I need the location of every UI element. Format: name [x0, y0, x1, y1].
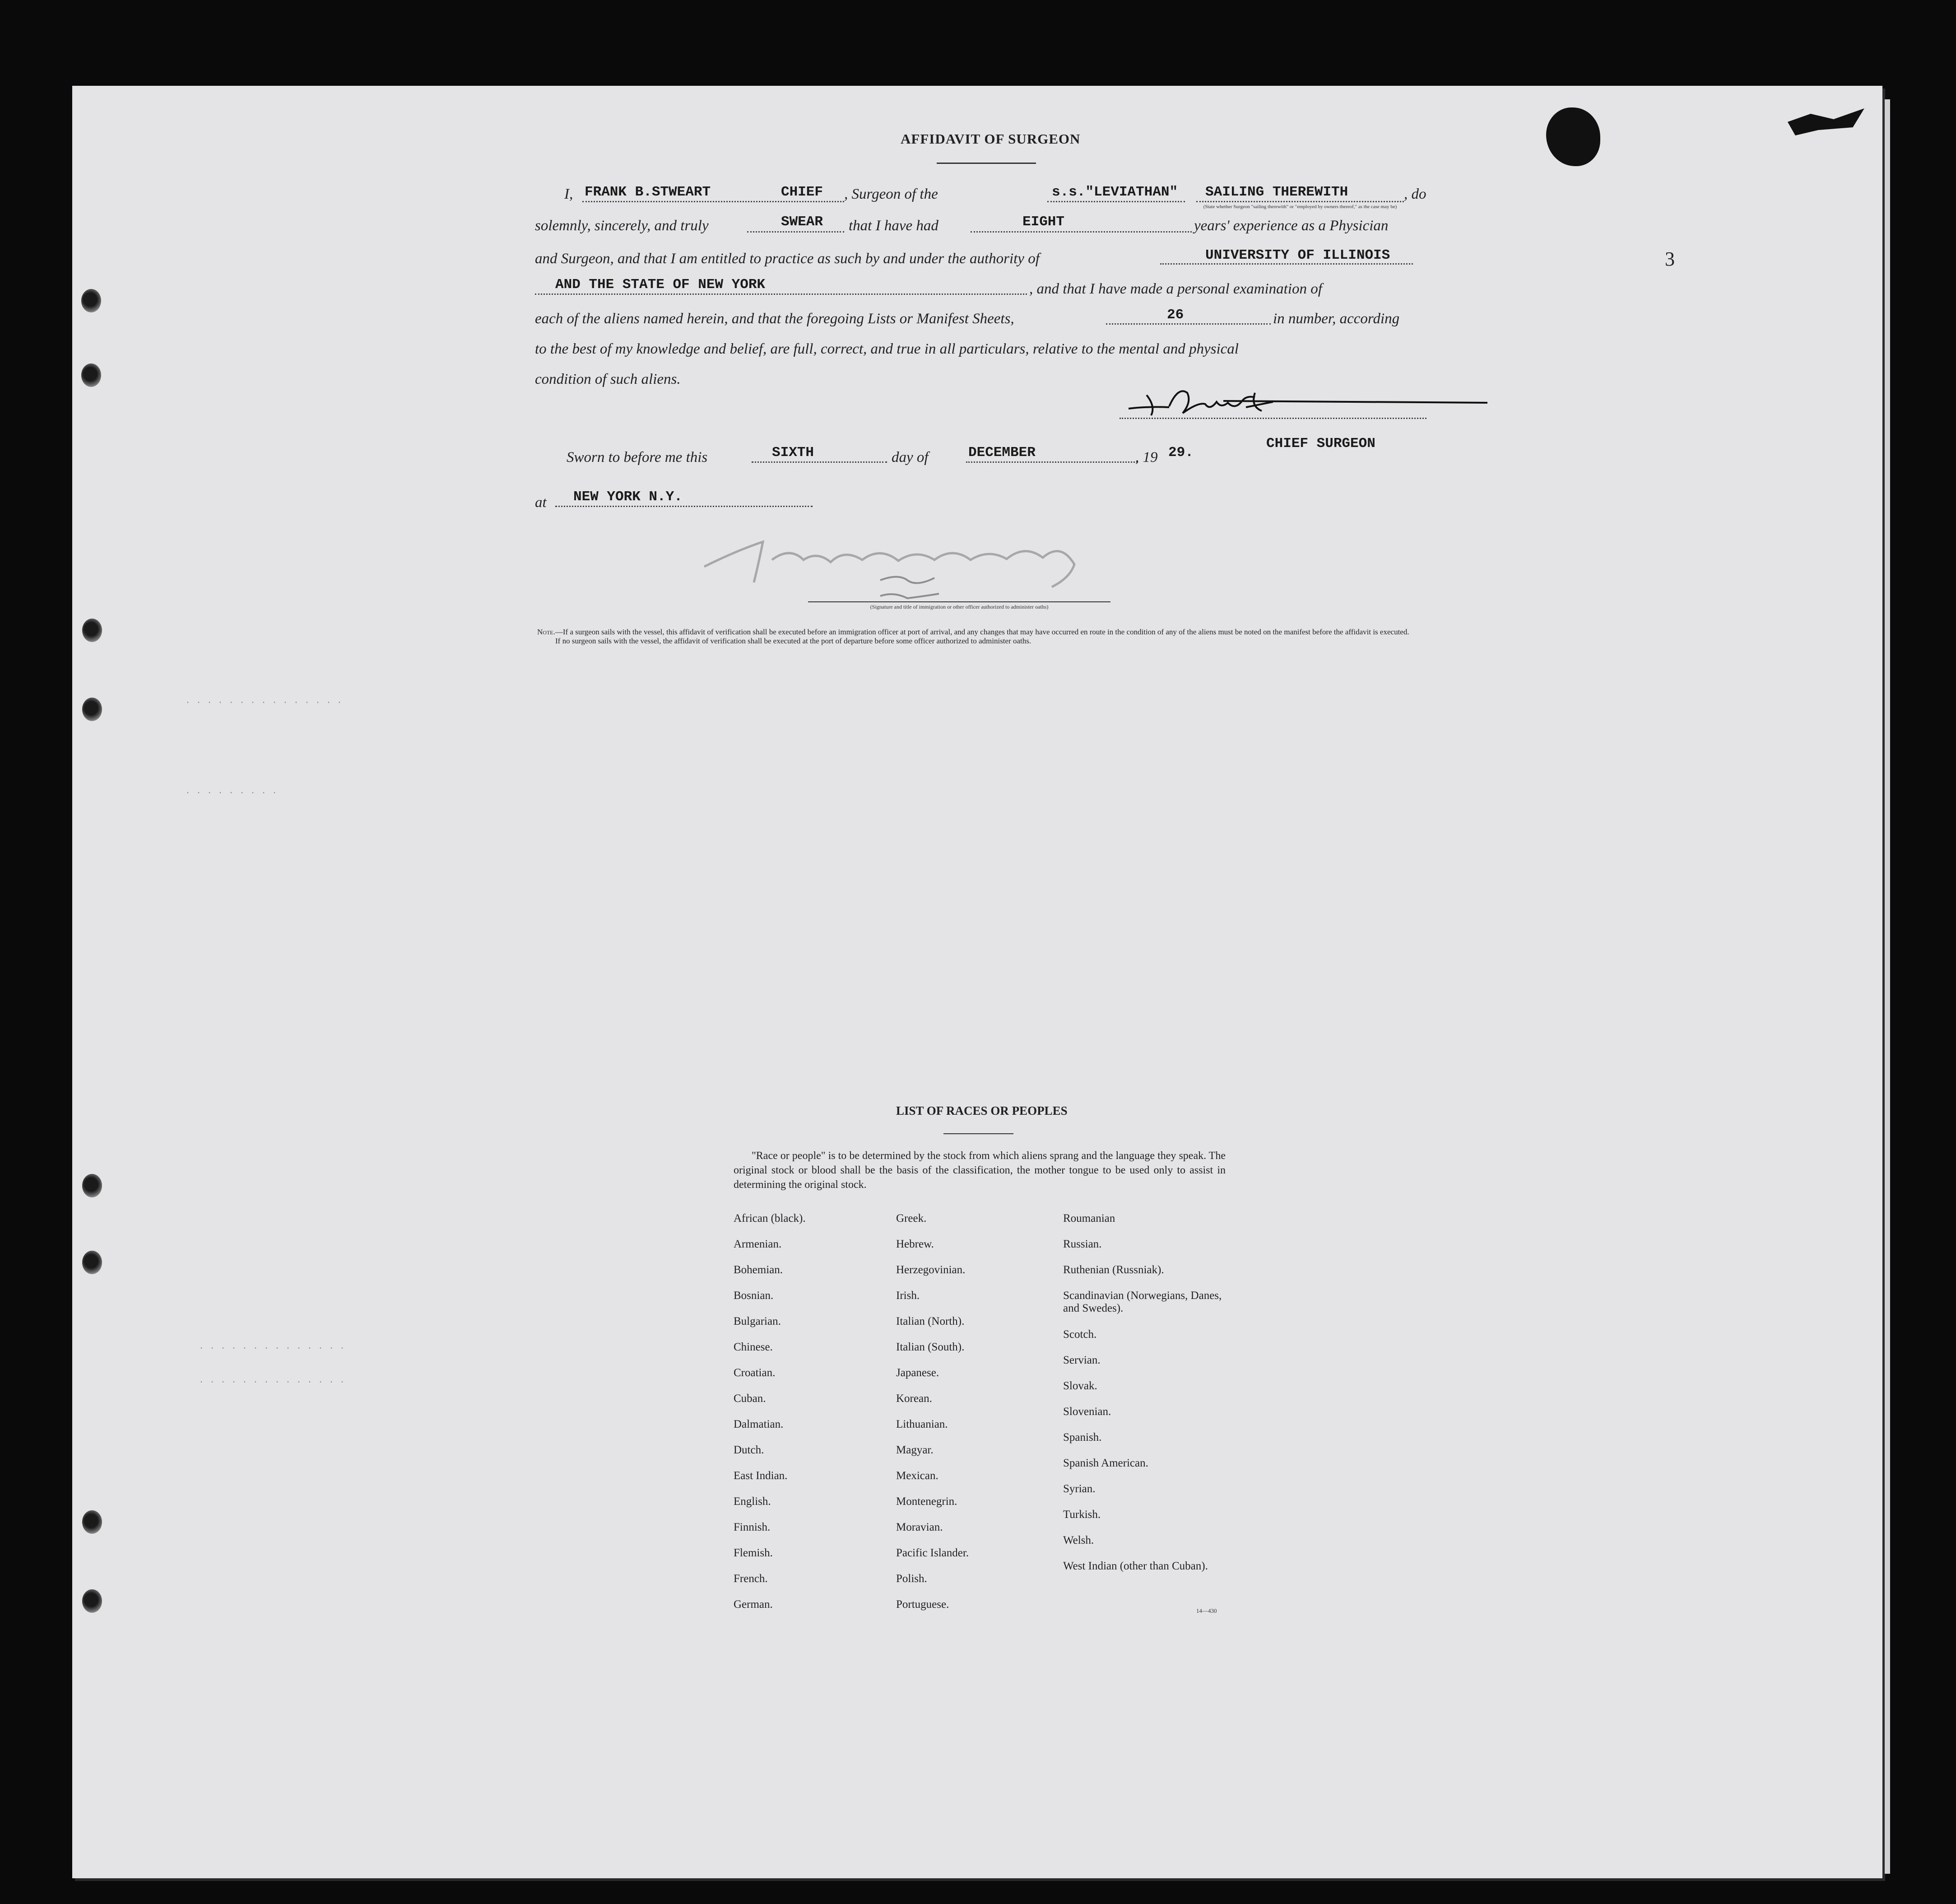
bleed-through: · · · · · · · · · [185, 788, 278, 798]
race-item: Korean. [896, 1392, 932, 1405]
punch-hole [82, 619, 102, 642]
race-item: Montenegrin. [896, 1495, 957, 1508]
surgeon-title: CHIEF SURGEON [1266, 436, 1375, 452]
race-item: Magyar. [896, 1444, 934, 1456]
form-code: 14—430 [1196, 1607, 1217, 1614]
race-item: Servian. [1063, 1354, 1101, 1366]
punch-hole [81, 289, 101, 312]
years-experience: EIGHT [1022, 214, 1065, 230]
race-item: East Indian. [734, 1470, 788, 1482]
race-item: African (black). [734, 1212, 806, 1224]
race-item: Herzegovinian. [896, 1264, 966, 1276]
page-edge [1885, 99, 1890, 1874]
bleed-through: · · · · · · · · · · · · · · [199, 1343, 345, 1354]
document-title: AFFIDAVIT OF SURGEON [901, 131, 1081, 147]
races-column-1 [734, 1212, 806, 1624]
affidavit-prefix: I, [564, 186, 573, 202]
surgeon-name: FRANK B.STWEART [585, 184, 711, 200]
sailing-status: SAILING THEREWITH [1205, 184, 1348, 200]
race-item: Roumanian [1063, 1212, 1115, 1224]
sailing-note: (State whether Surgeon "sailing therewith" or "employed by owners thereof," as the case may be) [1203, 204, 1397, 209]
races-intro: "Race or people" is to be determined by the stock from which aliens sprang and the language they speak. The original stock or blood shall be the basis of the classification, the mother tongue to be used only to assist in determining the original stock. [734, 1150, 1226, 1191]
race-item: West Indian (other than Cuban). [1063, 1560, 1208, 1572]
races-column-2 [896, 1212, 969, 1624]
sworn-year: 29. [1168, 445, 1194, 461]
race-item: Ruthenian (Russniak). [1063, 1264, 1164, 1276]
fill-line [555, 506, 813, 507]
race-item: Portuguese. [896, 1598, 949, 1611]
surgeon-of-label: , Surgeon of the [844, 186, 938, 202]
officer-caption: (Signature and title of immigration or other officer authorized to administer oaths) [870, 604, 1049, 610]
race-item: Dutch. [734, 1444, 764, 1456]
fill-line [752, 461, 887, 463]
races-title: LIST OF RACES OR PEOPLES [896, 1104, 1068, 1117]
race-item: Bohemian. [734, 1264, 783, 1276]
authority-line1: UNIVERSITY OF ILLINOIS [1205, 247, 1390, 263]
race-item: Dalmatian. [734, 1418, 784, 1430]
note-text-1: —If a surgeon sails with the vessel, this affidavit of verification shall be executed before an immigration officer at port of arrival, and any changes that may have occurred en route in the condition of any of the aliens must be noted on the manifest before the affidavit is executed. [555, 628, 1409, 636]
sworn-day-of: day of [892, 449, 929, 466]
race-item: Polish. [896, 1573, 927, 1585]
punch-hole [82, 1510, 102, 1534]
races-column-3 [1063, 1212, 1226, 1599]
line3-prefix: and Surgeon, and that I am entitled to practice as such by and under the authority of [535, 251, 1040, 267]
fill-line [747, 231, 844, 233]
fill-line [966, 461, 1138, 463]
punch-hole [82, 1589, 102, 1613]
fill-line [535, 293, 1027, 295]
race-item: Moravian. [896, 1521, 943, 1533]
sworn-month: DECEMBER [968, 445, 1036, 461]
race-item: Bulgarian. [734, 1315, 781, 1327]
punch-hole [82, 1174, 102, 1197]
signature-line [1120, 418, 1426, 419]
fill-line [971, 231, 1192, 233]
officer-signature-line [808, 601, 1110, 602]
officer-signature [682, 524, 1124, 610]
title-underline [937, 163, 1036, 164]
line6: to the best of my knowledge and belief, are full, correct, and true in all particulars, relative to the mental and physical [535, 341, 1239, 357]
race-item: Japanese. [896, 1367, 939, 1379]
race-item: Spanish. [1063, 1431, 1102, 1443]
place-label: at [535, 494, 547, 511]
punch-hole [81, 363, 101, 387]
race-item: Lithuanian. [896, 1418, 948, 1430]
sworn-year-prefix: , 19 [1135, 449, 1158, 466]
fill-line [1160, 263, 1413, 265]
races-title-underline [943, 1133, 1013, 1134]
manifest-sheets-count: 26 [1167, 307, 1184, 323]
line5-suffix: in number, according [1273, 311, 1400, 327]
fill-line [1196, 201, 1404, 202]
fill-line [582, 201, 844, 202]
line2-prefix: solemnly, sincerely, and truly [535, 218, 709, 234]
vessel-name: s.s."LEVIATHAN" [1052, 184, 1178, 200]
affidavit-note [537, 628, 1431, 645]
race-item: Hebrew. [896, 1238, 934, 1250]
surgeon-signature [1120, 375, 1490, 424]
race-item: German. [734, 1598, 773, 1611]
race-item: Pacific Islander. [896, 1547, 969, 1559]
bleed-through: · · · · · · · · · · · · · · · [185, 698, 343, 708]
fill-line [1106, 323, 1271, 325]
race-item: Irish. [896, 1290, 920, 1302]
race-item: English. [734, 1495, 771, 1508]
race-item: Greek. [896, 1212, 927, 1224]
race-item: Armenian. [734, 1238, 782, 1250]
race-item: Cuban. [734, 1392, 766, 1405]
race-item: Finnish. [734, 1521, 771, 1533]
punch-hole [82, 698, 102, 721]
line4-suffix: , and that I have made a personal examination of [1029, 281, 1322, 297]
line5-prefix: each of the aliens named herein, and that the foregoing Lists or Manifest Sheets, [535, 311, 1014, 327]
race-item: Mexican. [896, 1470, 939, 1482]
sworn-prefix: Sworn to before me this [567, 449, 708, 466]
race-item: Turkish. [1063, 1508, 1101, 1521]
line1-suffix: , do [1404, 186, 1426, 202]
race-item: Scotch. [1063, 1328, 1097, 1341]
race-item: Slovenian. [1063, 1406, 1111, 1418]
line2-middle: that I have had [849, 218, 939, 234]
sworn-place: NEW YORK N.Y. [573, 489, 683, 505]
race-item: Welsh. [1063, 1534, 1094, 1546]
race-item: Spanish American. [1063, 1457, 1148, 1469]
race-item: Croatian. [734, 1367, 776, 1379]
race-item: Russian. [1063, 1238, 1102, 1250]
race-item: Chinese. [734, 1341, 773, 1353]
race-item: Flemish. [734, 1547, 773, 1559]
authority-line2: AND THE STATE OF NEW YORK [555, 277, 766, 293]
note-label: Note. [537, 628, 555, 636]
race-item: Italian (South). [896, 1341, 965, 1353]
line2-suffix: years' experience as a Physician [1194, 218, 1389, 234]
sworn-day: SIXTH [772, 445, 814, 461]
page-number: 3 [1665, 248, 1675, 270]
race-item: Scandinavian (Norwegians, Danes, and Swedes). [1063, 1290, 1222, 1314]
race-item: Syrian. [1063, 1483, 1096, 1495]
surgeon-rank: CHIEF [781, 184, 823, 200]
race-item: French. [734, 1573, 768, 1585]
bleed-through: · · · · · · · · · · · · · · [199, 1377, 345, 1387]
note-text-2: If no surgeon sails with the vessel, the affidavit of verification shall be executed at the port of departure before some officer authorized to administer oaths. [555, 636, 1031, 645]
line7: condition of such aliens. [535, 371, 681, 387]
fill-line [1047, 201, 1185, 202]
race-item: Italian (North). [896, 1315, 965, 1327]
punch-hole [82, 1251, 102, 1274]
oath-word: SWEAR [781, 214, 823, 230]
race-item: Bosnian. [734, 1290, 774, 1302]
race-item: Slovak. [1063, 1380, 1097, 1392]
